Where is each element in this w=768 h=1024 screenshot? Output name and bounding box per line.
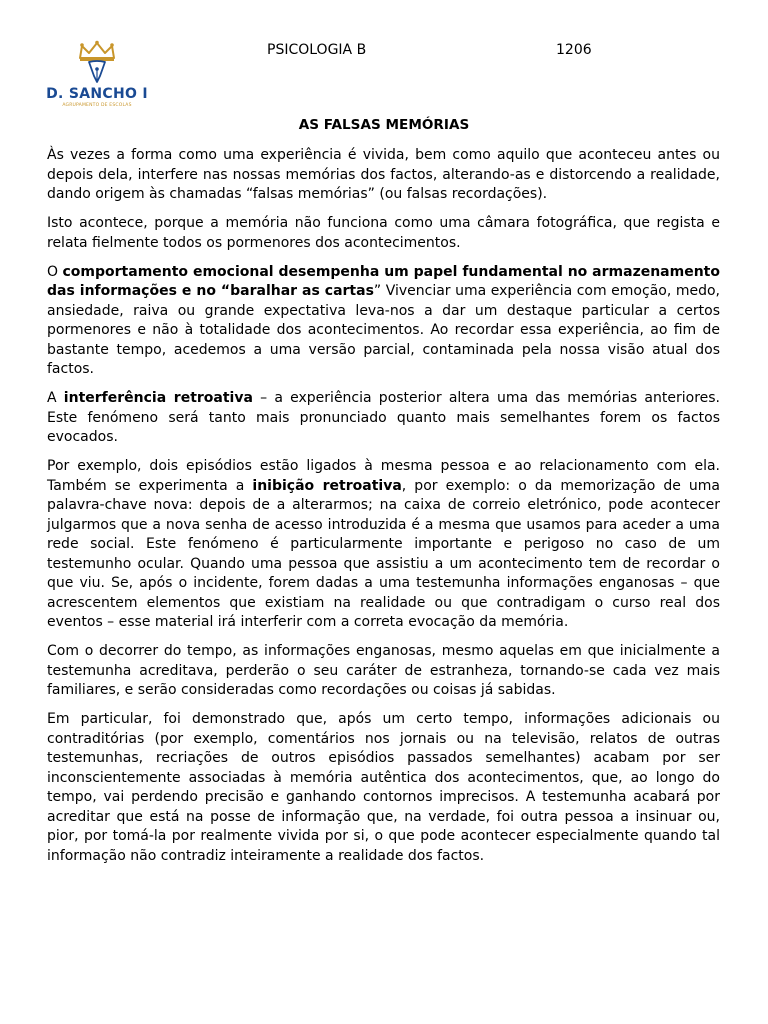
paragraph-2: Isto acontece, porque a memória não funciona como uma câmara fotográfica, que regista e relata fielmente todos os pormenores dos acontecimentos. [47,215,720,251]
paragraph-6: Com o decorrer do tempo, as informações enganosas, mesmo aquelas em que inicialmente a testemunha acreditava, perderão o seu caráter de estranheza, tornando-se cada vez mais familiares, e serão consideradas como recordações ou coisas já sabidas. [47,643,720,698]
paragraph-3-rest: ” Vivenciar uma experiência com emoção, medo, ansiedade, raiva ou grande expectativa leva-nos a dar um destaque particular a certos pormenores e não à totalidade dos acontecimentos. Ao recordar essa experiência, ao fim de bastante tempo, acedemos a uma versão parcial, contaminada pela nossa visão atual dos factos. [47,283,720,377]
header-subject: PSICOLOGIA B [267,42,367,58]
document-title: AS FALSAS MEMÓRIAS [298,117,470,133]
paragraph-1: Às vezes a forma como uma experiência é vivida, bem como aquilo que aconteceu antes ou depois dela, interfere nas nossas memórias dos factos, alterando-as e distorcendo a realidade, dando origem às chamadas “falsas memórias” (ou falsas recordações). [47,147,720,202]
header-code: 1206 [556,42,592,58]
school-logo [44,40,150,112]
logo-tagline: AGRUPAMENTO DE ESCOLAS [62,103,132,108]
paragraph-4-lead: A [47,390,64,406]
paragraph-4-rest: – a experiência posterior altera uma das memórias anteriores. Este fenómeno será tanto mais pronunciado quanto mais semelhantes forem os factos evocados. [47,390,720,445]
logo-name: D. SANCHO I [46,86,148,102]
paragraph-7: Em particular, foi demonstrado que, após um certo tempo, informações adicionais ou contraditórias (por exemplo, comentários nos jornais ou na televisão, relatos de outras testemunhas, recriações de outros episódios passados semelhantes) acabam por ser inconscientemente associadas à memória autêntica dos acontecimentos, que, ao longo do tempo, vai perdendo precisão e ganhando contornos imprecisos. A testemunha acabará por acreditar que está na posse de informação que, na verdade, foi outra pessoa a insinuar ou, pior, por tomá-la por realmente vivida por si, o que pode acontecer especialmente quando tal informação não contradiz inteiramente a realidade dos factos. [47,711,720,864]
document-body [47,146,720,876]
paragraph-3-emphasis: comportamento emocional desempenha um papel fundamental no armazenamento das informações e no “baralhar as cartas [47,263,720,299]
paragraph-3-lead: O [47,263,63,280]
paragraph-3 [47,263,720,380]
paragraph-5 [47,457,720,633]
paragraph-5-rest: , por exemplo: o da memorização de uma palavra-chave nova: depois de a alterarmos; na caixa de correio eletrónico, pode acontecer julgarmos que a nova senha de acesso introduzida é a mesma que usamos para aceder a uma rede social. Este fenómeno é particularmente importante e perigoso no caso de um testemunho ocular. Quando uma pessoa que assistiu a um acontecimento tem de recordar o que viu. Se, após o incidente, forem dadas a uma testemunha informações enganosas – que acrescentem elementos que existiam na realidade ou que contradigam o curso real dos eventos – esse material irá interferir com a correta evocação da memória. [47,477,721,630]
paragraph-4-emphasis: interferência retroativa [63,390,253,406]
paragraph-5-lead: Por exemplo, dois episódios estão ligados à mesma pessoa e ao relacionamento com ela. Também se experimenta a [47,458,720,494]
paragraph-5-emphasis: inibição retroativa [252,477,402,494]
paragraph-4 [47,389,720,448]
crown-pen-icon [76,40,118,86]
